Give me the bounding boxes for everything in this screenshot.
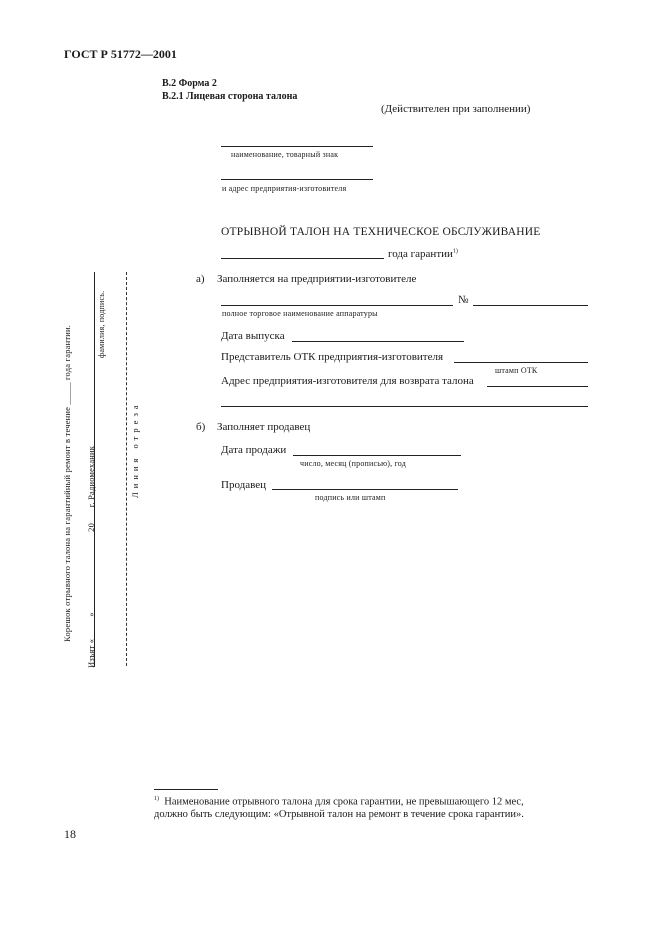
stub-vertical-rule [94, 272, 95, 667]
footnote-line-2: должно быть следующим: «Отрывной талон на ремонт в течение срока гарантии». [154, 809, 524, 820]
manufacturer-name-line [221, 146, 373, 147]
manufacturer-address-caption: и адрес предприятия-изготовителя [222, 184, 347, 193]
stub-signature-caption: фамилия, подпись. [97, 290, 106, 358]
otk-representative-line [454, 362, 588, 363]
sale-date-line [293, 455, 461, 456]
coupon-title: ОТРЫВНОЙ ТАЛОН НА ТЕХНИЧЕСКОЕ ОБСЛУЖИВАНИЕ [221, 226, 541, 238]
part-a-marker: а) [196, 273, 205, 285]
warranty-label: года гарантии$^{1)}$ [388, 248, 458, 260]
footnote-line-1: $^{1)}$ Наименование отрывного талона для срока гарантии, не превышающего 12 мес, [154, 796, 524, 808]
number-sign: № [458, 294, 469, 306]
stub-title: Корешок отрывного талона на гарантийный ремонт в течение _____ года гарантии. [62, 324, 72, 642]
manufacturer-name-caption: наименование, товарный знак [231, 150, 339, 159]
serial-number-line [473, 305, 588, 306]
release-date-label: Дата выпуска [221, 330, 285, 342]
footnote-ref: 1) [452, 248, 458, 255]
footnote-separator [154, 789, 218, 790]
manufacturer-address-line [221, 179, 373, 180]
cut-line [126, 272, 127, 666]
seller-line [272, 489, 458, 490]
part-a-title: Заполняется на предприятии-изготовителе [217, 273, 417, 285]
return-address-line-1 [487, 386, 588, 387]
product-name-line [221, 305, 453, 306]
part-b-marker: б) [196, 421, 206, 433]
seller-label: Продавец [221, 479, 267, 491]
part-b-title: Заполняет продавец [217, 421, 311, 433]
page-number: 18 [64, 827, 76, 841]
seller-caption: подпись или штамп [315, 493, 386, 502]
otk-stamp-caption: штамп ОТК [495, 366, 538, 375]
product-name-caption: полное торговое наименование аппаратуры [222, 309, 378, 318]
return-address-line-2 [221, 406, 588, 407]
warranty-years-line [221, 258, 384, 259]
footnote-marker: 1) [154, 796, 159, 802]
section-subtitle: В.2.1 Лицевая сторона талона [162, 91, 298, 102]
sale-date-caption: число, месяц (прописью), год [300, 459, 407, 468]
section-title: В.2 Форма 2 [162, 78, 217, 89]
sale-date-label: Дата продажи [221, 444, 287, 456]
stub-seized-line: Изъят «_____» _________________ 20___ г. Радиомеханик ___________________ [86, 358, 96, 668]
validity-note: (Действителен при заполнении) [381, 103, 531, 115]
document-id: ГОСТ Р 51772—2001 [64, 47, 177, 61]
cut-line-label: Линия отреза [130, 401, 140, 498]
otk-representative-label: Представитель ОТК предприятия-изготовителя [221, 351, 444, 363]
release-date-line [292, 341, 464, 342]
return-address-label: Адрес предприятия-изготовителя для возврата талона [221, 375, 474, 387]
